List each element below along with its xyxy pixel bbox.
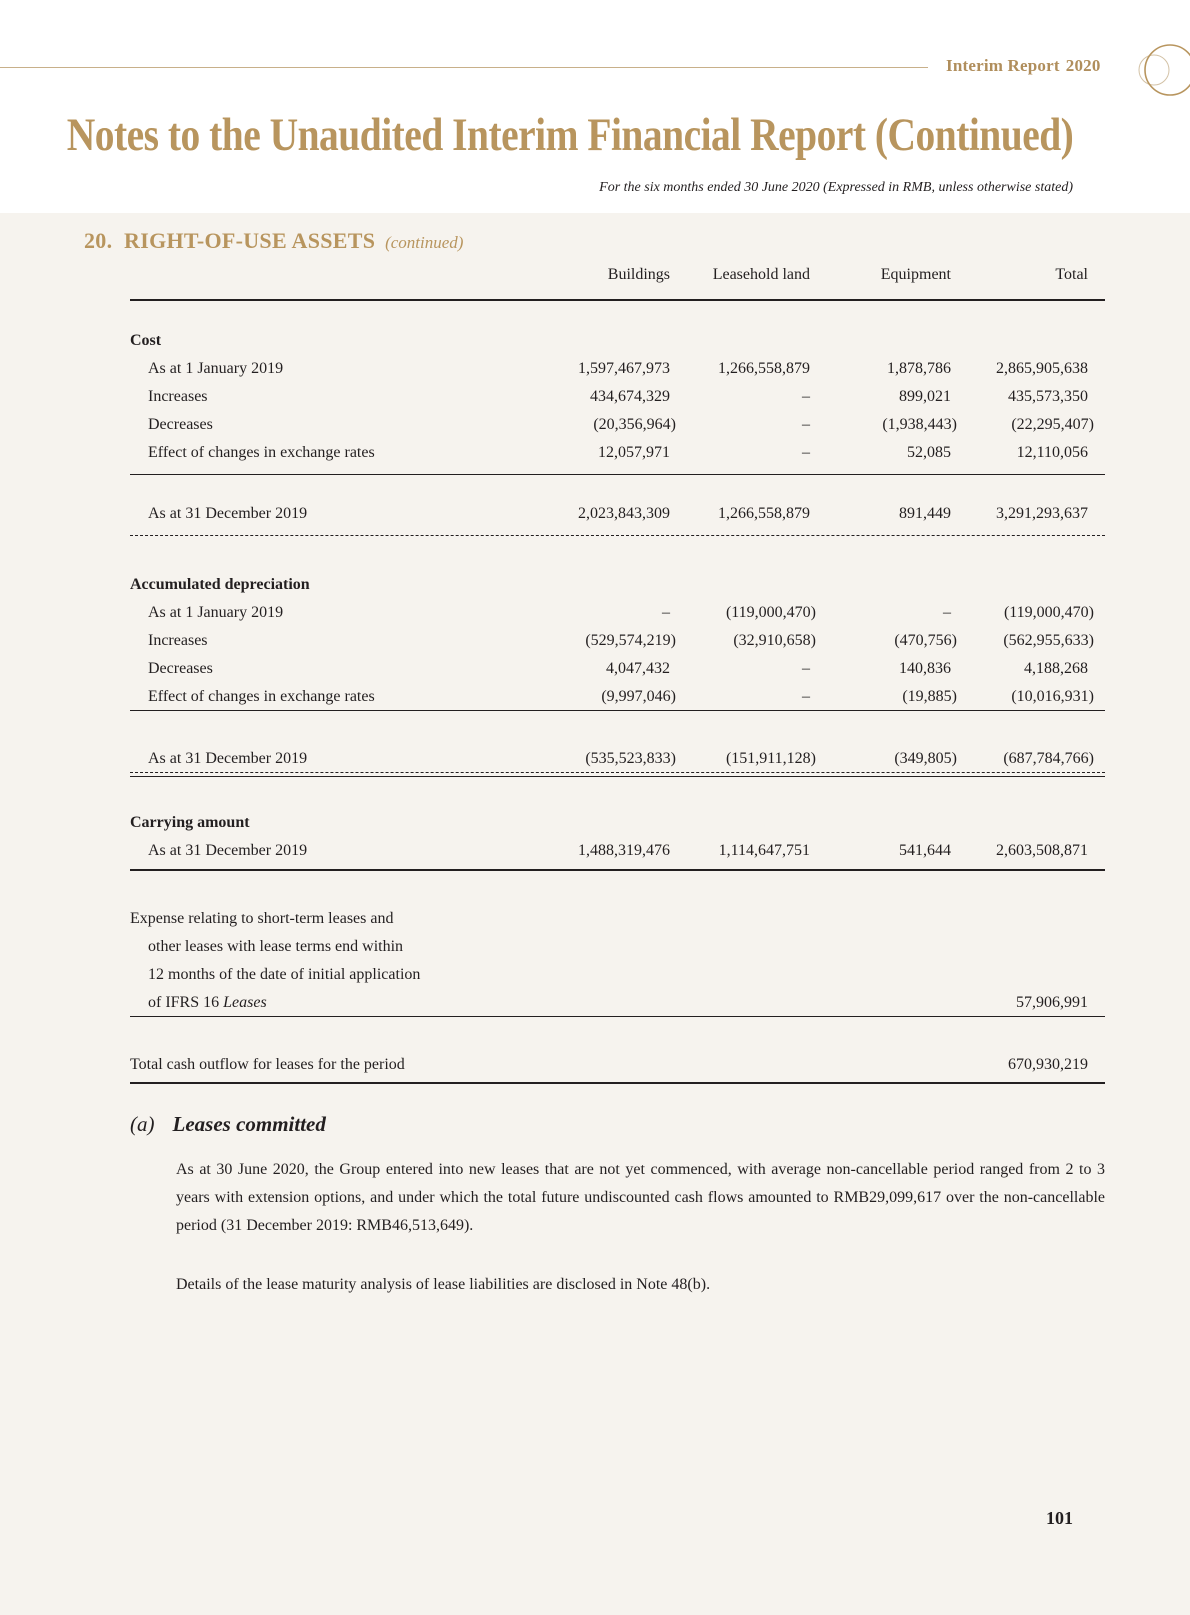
cell-equipment: (470,756) bbox=[894, 632, 957, 649]
expense-row-line-4 bbox=[130, 994, 1105, 1018]
cell-buildings: (535,523,833) bbox=[585, 750, 676, 767]
cost-subtotal-rule bbox=[130, 474, 1105, 475]
cell-total: 12,110,056 bbox=[1016, 444, 1088, 461]
subsection-title: Leases committed bbox=[172, 1112, 326, 1136]
row-label: As at 1 January 2019 bbox=[148, 604, 284, 621]
cell-buildings: 4,047,432 bbox=[606, 660, 670, 677]
cell-leasehold-land: – bbox=[802, 388, 810, 405]
table-row bbox=[130, 688, 1105, 712]
depreciation-subtotal-rule bbox=[130, 710, 1105, 711]
cell-equipment: 541,644 bbox=[899, 842, 951, 859]
expense-label-line: Expense relating to short-term leases and bbox=[130, 910, 394, 927]
cell-buildings: 2,023,843,309 bbox=[578, 505, 670, 522]
cell-equipment: – bbox=[943, 604, 951, 621]
depreciation-heading-row bbox=[130, 576, 1105, 600]
cell-total: 4,188,268 bbox=[1024, 660, 1088, 677]
cell-leasehold-land: – bbox=[802, 444, 810, 461]
depreciation-closing-row bbox=[130, 750, 1105, 774]
row-label: Decreases bbox=[148, 660, 213, 677]
header-rule-thick bbox=[130, 299, 1105, 301]
row-label: Increases bbox=[148, 632, 208, 649]
table-row bbox=[130, 632, 1105, 656]
cell-equipment: (19,885) bbox=[902, 688, 957, 705]
cell-total: (562,955,633) bbox=[1003, 632, 1094, 649]
report-label bbox=[946, 56, 1101, 76]
cell-leasehold-land: 1,114,647,751 bbox=[718, 842, 810, 859]
depreciation-closing-dashed-rule bbox=[130, 772, 1105, 773]
decorative-circles-icon bbox=[1138, 42, 1190, 102]
maturity-analysis-paragraph: Details of the lease maturity analysis of lease liabilities are disclosed in Note 48(b). bbox=[176, 1276, 711, 1293]
column-header-leasehold-land: Leasehold land bbox=[712, 266, 810, 283]
cash-outflow-row bbox=[130, 1056, 1105, 1080]
carrying-rule-thick bbox=[130, 869, 1105, 871]
row-label: Total cash outflow for leases for the period bbox=[130, 1056, 405, 1073]
cell-leasehold-land: (119,000,470) bbox=[725, 604, 816, 621]
expense-rule bbox=[130, 1016, 1105, 1017]
carrying-heading-row bbox=[130, 814, 1105, 838]
section-number: 20. bbox=[84, 228, 113, 253]
section-title-text: RIGHT-OF-USE ASSETS bbox=[124, 228, 376, 253]
cell-total: (10,016,931) bbox=[1011, 688, 1094, 705]
cell-buildings: 12,057,971 bbox=[598, 444, 670, 461]
table-row bbox=[130, 444, 1105, 468]
cell-buildings: (529,574,219) bbox=[585, 632, 676, 649]
cost-closing-dashed-rule bbox=[130, 535, 1105, 536]
row-label: Effect of changes in exchange rates bbox=[148, 688, 375, 705]
subsection-heading bbox=[130, 1112, 326, 1137]
column-header-equipment: Equipment bbox=[880, 266, 951, 283]
cost-heading-row bbox=[130, 332, 1105, 356]
leases-committed-paragraph: As at 30 June 2020, the Group entered into new leases that are not yet commenced, with average non-cancellable period ranged from 2 to 3 years with extension options, and under which the total future undiscounted cash flows amounted to RMB29,099,617 over the non-cancellable period (31 December 2019: RMB46,513,649). bbox=[176, 1161, 1105, 1234]
cell-leasehold-land: – bbox=[802, 660, 810, 677]
cell-equipment: (1,938,443) bbox=[882, 416, 957, 433]
carrying-row bbox=[130, 842, 1105, 866]
page-title: Notes to the Unaudited Interim Financial Report (Continued) bbox=[66, 109, 1073, 161]
cell-buildings: 1,488,319,476 bbox=[578, 842, 670, 859]
cell-total: 3,291,293,637 bbox=[996, 505, 1088, 522]
cell-leasehold-land: 1,266,558,879 bbox=[718, 505, 810, 522]
row-label: Decreases bbox=[148, 416, 213, 433]
cell-buildings: (9,997,046) bbox=[601, 688, 676, 705]
table-row bbox=[130, 660, 1105, 684]
column-header-buildings: Buildings bbox=[607, 266, 670, 283]
page-subtitle: For the six months ended 30 June 2020 (Expressed in RMB, unless otherwise stated) bbox=[599, 180, 1073, 195]
table-row bbox=[130, 360, 1105, 384]
depreciation-closing-solid-rule bbox=[130, 776, 1105, 777]
section-title bbox=[84, 228, 463, 254]
expense-row-line-2 bbox=[130, 938, 1105, 962]
expense-row-line-1 bbox=[130, 910, 1105, 934]
cell-leasehold-land: 1,266,558,879 bbox=[718, 360, 810, 377]
table-row bbox=[130, 604, 1105, 628]
cell-equipment: 899,021 bbox=[899, 388, 951, 405]
subsection-label: (a) bbox=[130, 1112, 155, 1136]
cell-equipment: (349,805) bbox=[894, 750, 957, 767]
cell-total: 2,603,508,871 bbox=[996, 842, 1088, 859]
header-rule bbox=[0, 67, 928, 68]
report-year: 2020 bbox=[1065, 56, 1101, 75]
cost-heading: Cost bbox=[130, 332, 162, 349]
cell-leasehold-land: – bbox=[802, 688, 810, 705]
row-label: As at 31 December 2019 bbox=[148, 842, 308, 859]
cost-closing-row bbox=[130, 505, 1105, 529]
cell-total: 670,930,219 bbox=[1008, 1056, 1088, 1073]
page-number: 101 bbox=[1046, 1508, 1073, 1528]
row-label: As at 31 December 2019 bbox=[148, 750, 308, 767]
cell-equipment: 1,878,786 bbox=[887, 360, 951, 377]
cell-total: (687,784,766) bbox=[1003, 750, 1094, 767]
cell-leasehold-land: (32,910,658) bbox=[733, 632, 816, 649]
cell-equipment: 52,085 bbox=[907, 444, 951, 461]
cell-equipment: 891,449 bbox=[899, 505, 951, 522]
table-row bbox=[130, 388, 1105, 412]
table-row bbox=[130, 416, 1105, 440]
cash-outflow-rule-thick bbox=[130, 1082, 1105, 1084]
cell-buildings: – bbox=[662, 604, 670, 621]
cell-buildings: 434,674,329 bbox=[590, 388, 670, 405]
report-label-text: Interim Report bbox=[946, 56, 1060, 75]
cell-total: (22,295,407) bbox=[1011, 416, 1094, 433]
expense-label-line: other leases with lease terms end within bbox=[148, 938, 404, 955]
cell-total: 435,573,350 bbox=[1008, 388, 1088, 405]
column-header-total: Total bbox=[1055, 266, 1088, 283]
cell-total: 2,865,905,638 bbox=[996, 360, 1088, 377]
row-label: Effect of changes in exchange rates bbox=[148, 444, 375, 461]
expense-label-italic: Leases bbox=[223, 994, 267, 1011]
cell-total: 57,906,991 bbox=[1016, 994, 1088, 1011]
cell-buildings: 1,597,467,973 bbox=[578, 360, 670, 377]
cell-buildings: (20,356,964) bbox=[593, 416, 676, 433]
table-header-row bbox=[130, 266, 1105, 290]
row-label: Increases bbox=[148, 388, 208, 405]
section-continued: (continued) bbox=[385, 233, 464, 252]
carrying-heading: Carrying amount bbox=[130, 814, 250, 831]
expense-row-line-3 bbox=[130, 966, 1105, 990]
cell-leasehold-land: – bbox=[802, 416, 810, 433]
expense-label-text: of IFRS 16 bbox=[148, 994, 224, 1011]
expense-label-line bbox=[148, 994, 267, 1012]
row-label: As at 1 January 2019 bbox=[148, 360, 284, 377]
cell-total: (119,000,470) bbox=[1003, 604, 1094, 621]
cell-leasehold-land: (151,911,128) bbox=[725, 750, 816, 767]
expense-label-line: 12 months of the date of initial application bbox=[148, 966, 421, 983]
row-label: As at 31 December 2019 bbox=[148, 505, 308, 522]
depreciation-heading: Accumulated depreciation bbox=[130, 576, 310, 593]
cell-equipment: 140,836 bbox=[899, 660, 951, 677]
